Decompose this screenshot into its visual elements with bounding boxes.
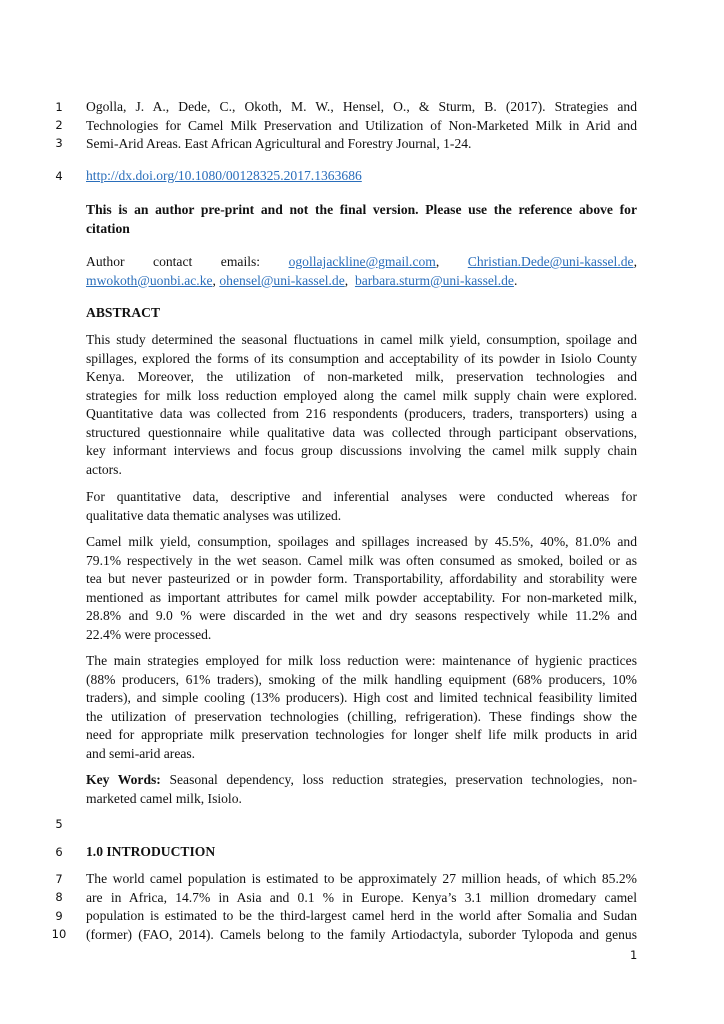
abstract-line: spillages, explored the forms of its consumption and acceptability of its powder in Isiolo County bbox=[86, 350, 637, 366]
abstract-paragraph-4 bbox=[86, 652, 637, 763]
notice-line: This is an author pre-print and not the final version. Please use the reference above for bbox=[86, 202, 637, 217]
abstract-line: strategies for milk loss reduction employed along the camel milk supply chain were explored. bbox=[86, 387, 637, 403]
email-link-hensel[interactable]: ohensel@uni-kassel.de bbox=[219, 272, 345, 288]
introduction-heading-text: 1.0 INTRODUCTION bbox=[86, 844, 216, 859]
abstract-line: mentioned as important attributes for camel milk powder acceptability. For non-marketed milk, bbox=[86, 589, 637, 605]
line-number: 3 bbox=[55, 136, 63, 150]
abstract-line: the utilization of preservation technologies (chilling, refrigeration). These findings show the bbox=[86, 708, 637, 724]
abstract-heading bbox=[86, 304, 637, 323]
keywords-label: Key Words: bbox=[86, 772, 161, 787]
intro-line: population is estimated to be the third-largest camel herd in the world after Somalia and Sudan bbox=[86, 908, 637, 923]
abstract-paragraph-2 bbox=[86, 488, 637, 525]
abstract-paragraph-1 bbox=[86, 331, 637, 479]
preprint-notice bbox=[86, 201, 637, 238]
abstract-line: This study determined the seasonal fluctuations in camel milk yield, consumption, spoilage and bbox=[86, 332, 637, 347]
doi-link[interactable]: http://dx.doi.org/10.1080/00128325.2017.1363686 bbox=[86, 168, 362, 183]
citation-line: Ogolla, J. A., Dede, C., Okoth, M. W., Hensel, O., & Sturm, B. (2017). Strategies and bbox=[86, 99, 637, 114]
abstract-line: Quantitative data was collected from 216 respondents (producers, traders, transporters) using a bbox=[86, 406, 637, 421]
line-number: 2 bbox=[55, 118, 63, 132]
line-number: 8 bbox=[55, 890, 63, 904]
abstract-line: Camel milk yield, consumption, spoilages and spillages increased by 45.5%, 40%, 81.0% and bbox=[86, 534, 637, 549]
email-link-okoth[interactable]: mwokoth@uonbi.ac.ke bbox=[86, 272, 213, 288]
abstract-line: 79.1% respectively in the wet season. Camel milk was often consumed as smoked, boiled or as bbox=[86, 552, 637, 568]
line-number: 1 bbox=[55, 100, 63, 114]
page-number: 1 bbox=[630, 948, 638, 962]
line-number: 7 bbox=[55, 872, 63, 886]
separator: . bbox=[513, 272, 518, 288]
abstract-line: and semi-arid areas. bbox=[86, 745, 196, 761]
citation-block bbox=[86, 98, 637, 154]
abstract-line: 28.8% and 9.0 % were discarded in the wet and dry seasons respectively while 11.2% and bbox=[86, 608, 637, 623]
introduction-paragraph bbox=[86, 870, 637, 944]
abstract-line: actors. bbox=[86, 461, 122, 477]
contacts-label-word: contact bbox=[153, 254, 193, 269]
separator: , bbox=[344, 272, 349, 288]
introduction-heading bbox=[86, 843, 637, 862]
abstract-line: (88% producers, 61% traders), smoking of the milk handling equipment (68% producers, 10% bbox=[86, 671, 637, 687]
keywords bbox=[86, 771, 637, 808]
abstract-paragraph-3 bbox=[86, 533, 637, 644]
intro-line: The world camel population is estimated to be approximately 27 million heads, of which 85.2% bbox=[86, 871, 637, 886]
keywords-text: marketed camel milk, Isiolo. bbox=[86, 790, 242, 806]
contacts-label-word: Author bbox=[86, 254, 125, 269]
line-number: 9 bbox=[55, 909, 63, 923]
email-link-ogolla[interactable]: ogollajackline@gmail.com bbox=[288, 254, 436, 269]
contacts-label-word: emails: bbox=[220, 254, 261, 269]
abstract-line: 22.4% were processed. bbox=[86, 626, 212, 642]
separator: , bbox=[212, 272, 216, 288]
author-contacts bbox=[86, 253, 637, 290]
line-number: 10 bbox=[51, 927, 67, 941]
abstract-line: traders), and simple cooling (13% producers). High cost and limited technical feasibility limited bbox=[86, 690, 637, 705]
abstract-line: structured questionnaire while qualitative data was collected through participant observations, bbox=[86, 424, 637, 440]
notice-line: citation bbox=[86, 220, 130, 236]
email-link-sturm[interactable]: barbara.sturm@uni-kassel.de bbox=[354, 272, 514, 288]
line-number: 4 bbox=[55, 169, 63, 183]
intro-line: (former) (FAO, 2014). Camels belong to the family Artiodactyla, suborder Tylopoda and genus bbox=[86, 926, 637, 942]
abstract-line: tea but never pasteurized or in powder form. Transportability, affordability and storability were bbox=[86, 571, 637, 586]
abstract-line: For quantitative data, descriptive and inferential analyses were conducted whereas for bbox=[86, 489, 637, 504]
abstract-line: key informant interviews and focus group discussions involving the camel milk supply chain bbox=[86, 443, 637, 458]
abstract-line: qualitative data thematic analyses was utilized. bbox=[86, 507, 342, 523]
citation-line: Semi-Arid Areas. East African Agricultural and Forestry Journal, 1-24. bbox=[86, 136, 472, 151]
keywords-text: Seasonal dependency, loss reduction strategies, preservation technologies, non- bbox=[160, 772, 638, 787]
abstract-line: need for appropriate milk preservation technologies for longer shelf life milk products in arid bbox=[86, 727, 637, 742]
line-number: 6 bbox=[55, 845, 63, 859]
separator: , bbox=[435, 254, 440, 269]
abstract-heading-text: ABSTRACT bbox=[86, 305, 161, 320]
email-link-dede[interactable]: Christian.Dede@uni-kassel.de bbox=[467, 254, 634, 269]
citation-line: Technologies for Camel Milk Preservation and Utilization of Non-Marketed Milk in Arid and bbox=[86, 117, 637, 133]
abstract-line: The main strategies employed for milk loss reduction were: maintenance of hygienic practices bbox=[86, 653, 637, 668]
separator: , bbox=[633, 254, 637, 269]
line-number: 5 bbox=[55, 817, 63, 831]
intro-line: are in Africa, 14.7% in Asia and 0.1 % in Europe. Kenya’s 3.1 million dromedary camel bbox=[86, 889, 637, 905]
abstract-line: Kenya. Moreover, the utilization of non-marketed milk, preservation technologies and bbox=[86, 369, 637, 384]
doi-block bbox=[86, 167, 637, 186]
